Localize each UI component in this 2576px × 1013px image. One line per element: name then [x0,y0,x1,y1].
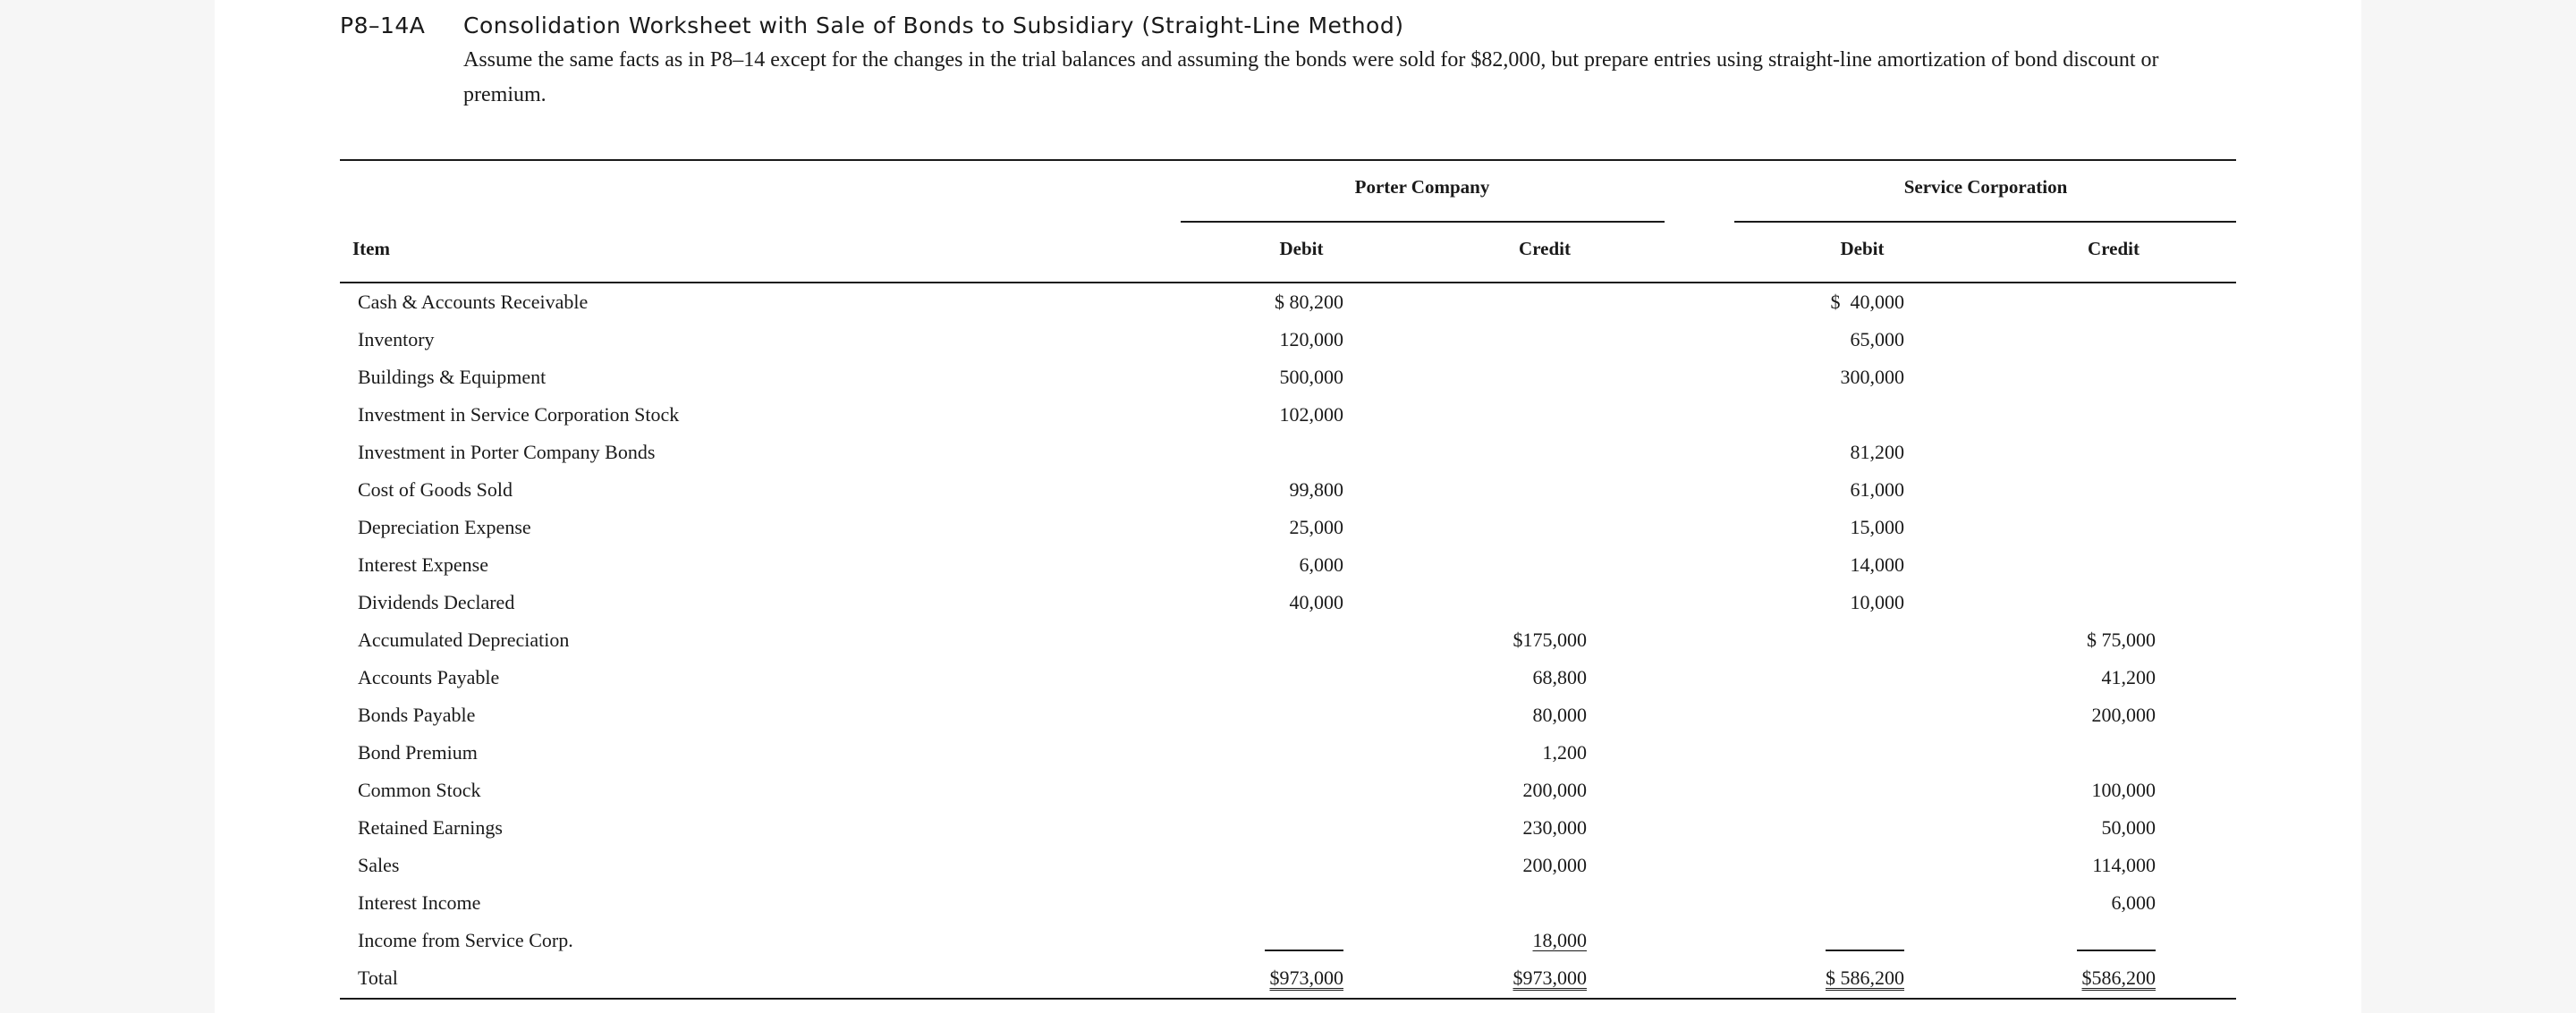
row-item: Accumulated Depreciation [358,629,570,651]
row-item: Bonds Payable [358,704,476,726]
table-row [340,434,2236,471]
service-debit-value: 61,000 [1850,478,1904,501]
porter-credit-value: 68,800 [1532,666,1587,688]
row-item: Investment in Service Corporation Stock [358,403,680,426]
total-row [340,959,2236,997]
porter-credit-value: $175,000 [1513,629,1587,651]
total-label: Total [358,967,398,989]
porter-credit-value: 80,000 [1532,704,1587,726]
row-item: Inventory [358,328,435,350]
row-item: Common Stock [358,779,481,801]
table-row [340,696,2236,734]
header-service-corporation: Service Corporation [1903,176,2068,198]
header-porter-debit: Debit [1279,238,1324,259]
table-row [340,884,2236,922]
table-row [340,621,2236,659]
service-credit-sum-line [2077,950,2156,951]
porter-header-rule [1181,221,1665,223]
row-item: Accounts Payable [358,666,500,688]
row-item: Retained Earnings [358,816,503,839]
service-credit-value: 50,000 [2101,816,2156,839]
row-item: Bond Premium [358,741,478,764]
table-row [340,584,2236,621]
porter-debit-sum-line [1265,950,1343,951]
row-item: Dividends Declared [358,591,515,613]
porter-credit-value: 200,000 [1522,779,1587,801]
porter-debit-value: 40,000 [1289,591,1343,613]
table-row [340,809,2236,847]
service-credit-value: $ 75,000 [2087,629,2156,651]
service-debit-value: 300,000 [1840,366,1904,388]
row-item: Cash & Accounts Receivable [358,291,589,313]
service-debit-value: $ 40,000 [1830,291,1904,313]
service-credit-value: 100,000 [2091,779,2156,801]
table-row [340,847,2236,884]
row-item: Depreciation Expense [358,516,531,538]
service-debit-value: 65,000 [1850,328,1904,350]
porter-debit-total: $973,000 [1269,967,1343,989]
row-item: Investment in Porter Company Bonds [358,441,656,463]
row-item: Cost of Goods Sold [358,478,513,501]
table-row [340,772,2236,809]
service-header-rule [1734,221,2236,223]
service-credit-total: $586,200 [2081,967,2156,989]
table-row [340,396,2236,434]
problem-description: Assume the same facts as in P8–14 except for the changes in the trial balances and assuming the bonds were sold for $82,000, but prepare entries using straight-line amortization of bond discount or premium. [463,48,2159,106]
problem-title: Consolidation Worksheet with Sale of Bonds to Subsidiary (Straight-Line Method) [463,13,1404,38]
service-credit-value: 114,000 [2092,854,2156,876]
porter-debit-value: 102,000 [1279,403,1343,426]
table-bottom-rule [340,998,2236,1000]
porter-debit-value: 99,800 [1289,478,1343,501]
porter-debit-value: 25,000 [1289,516,1343,538]
table-row [340,922,2236,959]
porter-credit-value: 200,000 [1522,854,1587,876]
row-item: Sales [358,854,400,876]
header-service-debit: Debit [1840,238,1885,259]
service-credit-value: 200,000 [2091,704,2156,726]
porter-debit-value: $ 80,200 [1275,291,1343,313]
service-debit-value: 15,000 [1850,516,1904,538]
table-top-rule [340,159,2236,161]
row-item: Interest Expense [358,553,488,576]
service-credit-value: 6,000 [2111,891,2156,914]
header-service-credit: Credit [2088,238,2140,259]
table-row [340,659,2236,696]
porter-debit-value: 500,000 [1279,366,1343,388]
table-row [340,321,2236,359]
service-debit-value: 10,000 [1850,591,1904,613]
row-item: Interest Income [358,891,481,914]
problem-id: P8–14A [340,13,426,38]
service-debit-value: 81,200 [1850,441,1904,463]
table-row [340,471,2236,509]
porter-debit-value: 6,000 [1299,553,1343,576]
service-credit-value: 41,200 [2101,666,2156,688]
header-item: Item [352,238,390,259]
header-porter-company: Porter Company [1354,176,1490,198]
service-debit-sum-line [1826,950,1904,951]
table-row [340,546,2236,584]
row-item: Buildings & Equipment [358,366,547,388]
service-debit-value: 14,000 [1850,553,1904,576]
header-porter-credit: Credit [1519,238,1571,259]
porter-credit-total: $973,000 [1513,967,1587,989]
table-row [340,359,2236,396]
row-item: Income from Service Corp. [358,929,573,951]
porter-credit-value: 230,000 [1522,816,1587,839]
table-row [340,509,2236,546]
porter-debit-value: 120,000 [1279,328,1343,350]
porter-credit-value: 1,200 [1542,741,1587,764]
table-row [340,734,2236,772]
service-debit-total: $ 586,200 [1826,967,1904,989]
table-row [340,283,2236,321]
porter-credit-value: 18,000 [1532,929,1587,951]
